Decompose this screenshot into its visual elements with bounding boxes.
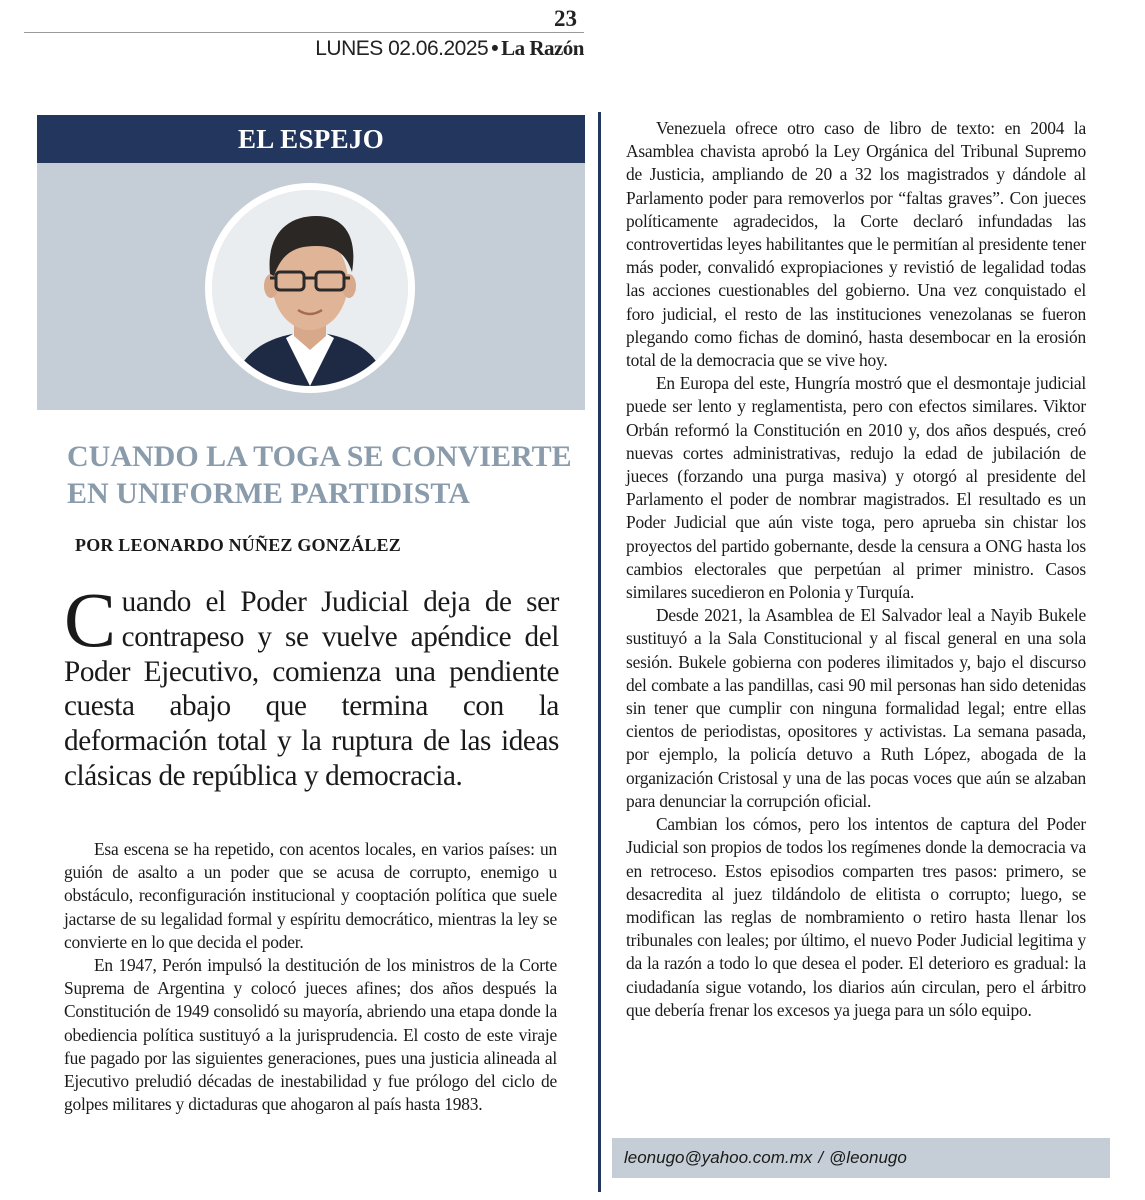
author-email[interactable]: leonugo@yahoo.com.mx [624,1148,813,1167]
contact-separator: / [818,1148,824,1167]
column-divider [598,112,601,1192]
article-lead [64,576,559,794]
header-separator: • [491,37,499,60]
article-headline: CUANDO LA TOGA SE CONVIERTE EN UNIFORME PARTIDISTA [67,440,572,510]
section-title: EL ESPEJO [37,115,585,163]
article-body-left [64,838,557,1116]
lead-text: uando el Poder Judicial deja de ser contrapeso y se vuelve apéndice del Poder Ejecutivo, comienza una pendiente cuesta abajo que termina con la deformación total y la ruptura de las ideas clásicas de república y democracia. [64,586,559,792]
page-number: 23 [554,6,577,31]
author-portrait-image [212,190,408,386]
body-paragraph: Venezuela ofrece otro caso de libro de texto: en 2004 la Asamblea chavista aprobó la Ley Orgánica del Tribunal Supremo de Justicia, ampliando de 20 a 32 los magistrados y dándole al Parlamento poder para removerlos por “faltas graves”. Con jueces políticamente agradecidos, la Corte declaró infundadas las controvertidas leyes habilitantes que le permitían al presidente tener más poder, convalidó expropiaciones y revistió de legalidad todas las acciones cuestionables del gobierno. Una vez conquistado el foro judicial, el resto de las instituciones venezolanas se fueron plegando como fichas de dominó, hasta desembocar en la erosión total de la democracia que se vive hoy. [626,118,1086,371]
body-paragraph: En 1947, Perón impulsó la destitución de los ministros de la Corte Suprema de Argentina y colocó jueces afines; dos años después la Constitución de 1949 consolidó su mayoría, abriendo una etapa donde la obediencia política sustituyó a la jurisprudencia. El costo de este viraje fue pagado por las siguientes generaciones, pues una justicia alineada al Ejecutivo preludió décadas de inestabilidad y fue prólogo del ciclo de golpes militares y dictaduras que ahogaron al país hasta 1983. [64,955,557,1115]
header-rule [24,32,584,33]
author-portrait [205,183,415,393]
issue-date: LUNES 02.06.2025 [315,37,489,60]
article-body-right [626,117,1086,1022]
drop-cap: C [64,576,116,663]
body-paragraph: Cambian los cómos, pero los intentos de captura del Poder Judicial son propios de todos los regímenes donde la democracia va en retroceso. Estos episodios comparten tres pasos: primero, se desacredita al juez tildándolo de elitista o corrupto; luego, se modifican las reglas de nombramiento o retiro hasta llenar los tribunales con leales; por último, el nuevo Poder Judicial legitima y da la razón a todo lo que desea el poder. El deterioro es gradual: la ciudadanía sigue votando, los diarios aún circulan, pero el árbitro que debería frenar los excesos ya juega para un sólo equipo. [626,814,1086,1020]
page-header [284,36,584,61]
author-contact-bar [612,1138,1110,1178]
body-paragraph: En Europa del este, Hungría mostró que el desmontaje judicial puede ser lento y reglamentista, pero con efectos similares. Viktor Orbán reformó la Constitución en 2010 y, dos años después, creó nuevas cortes administrativas, redujo la edad de jubilación de jueces (forzando una purga masiva) y otorgó al presidente del Parlamento el poder de nombrar magistrados. El resultado es un Poder Judicial que aún viste toga, pero aprueba sin chistar los proyectos del partido gobernante, desde la censura a ONG hasta los cambios electorales que perpetúan al primer ministro. Casos similares sucedieron en Polonia y Turquía. [626,373,1086,603]
body-paragraph: Desde 2021, la Asamblea de El Salvador leal a Nayib Bukele sustituyó a la Sala Constitucional y al fiscal general en una sola sesión. Bukele gobierna con poderes ilimitados y, bajo el discurso del combate a las pandillas, casi 90 mil personas han sido detenidas sin tener que cumplir con ninguna formalidad legal; entre ellas cientos de periodistas, opositores y activistas. La semana pasada, por ejemplo, la policía detuvo a Ruth López, abogada de la organización Cristosal y una de las pocas voces que aún se alzaban para denunciar la corrupción oficial. [626,605,1086,811]
article-byline: POR LEONARDO NÚÑEZ GONZÁLEZ [75,535,401,555]
body-paragraph: Esa escena se ha repetido, con acentos locales, en varios países: un guión de asalto a un poder que se acusa de corrupto, enemigo u obstáculo, reconfiguración institucional y cooptación política que suele jactarse de su legalidad formal y espíritu democrático, mientras la ley se convierte en lo que decida el poder. [64,839,557,952]
author-social-handle[interactable]: @leonugo [829,1148,907,1167]
publication-name: La Razón [501,36,584,60]
